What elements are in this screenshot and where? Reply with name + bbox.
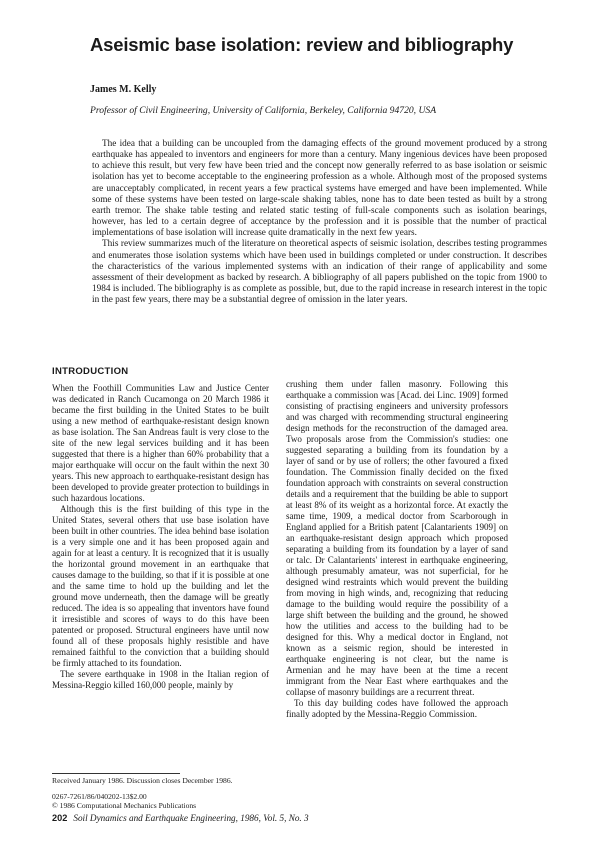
article-code: 0267-7261/86/040202-13$2.00	[52, 792, 147, 801]
abstract-paragraph: The idea that a building can be uncoupled from the damaging effects of the ground movement produced by a strong earthquake has appealed to inventors and engineers for more than a century. Many ingenious devices have been proposed to achieve this result, but very few have been tried and the concept now generally referred to as base isolation or seismic isolation has yet to become acceptable to the engineering profession as a whole. Although most of the proposed systems are unacceptably complicated, in recent years a few practical systems have emerged and have been implemented. While some of these systems have been tested on large-scale shaking tables, none has to date been tested as built by a strong earth tremor. The shake table testing and related static testing of full-scale components such as isolation bearings, however, has led to a certain degree of acceptance by the profession and it is possible that the number of practical implementations of base isolation will increase quite dramatically in the next few years.	[92, 139, 547, 239]
running-footer	[52, 813, 309, 823]
received-note: Received January 1986. Discussion closes December 1986.	[52, 776, 233, 785]
body-paragraph: Although this is the first building of this type in the United States, several others that use base isolation have been built in other countries. The idea behind base isolation is a very simple one and it has been proposed again and again for at least a century. It is recognized that it is usually the horizontal ground movement in an earthquake that causes damage to the building, so that if it is possible at one and the same time to hold up the building and let the ground move underneath, then the damage will be greatly reduced. The idea is so appealing that inventors have found it irresistible and scores of ways to do this have been patented or proposed. Structural engineers have until now found all of these proposals highly resistible and have remained faithful to the conviction that a building should be firmly attached to its foundation.	[52, 504, 269, 669]
page-number: 202	[52, 813, 68, 823]
abstract-paragraph: This review summarizes much of the literature on theoretical aspects of seismic isolation, describes testing programmes and enumerates those isolation systems which have been used in buildings completed or under construction. It describes the characteristics of the various implemented systems with an indication of their range of applicability and some assessment of their development as backed by research. A bibliography of all papers published on the topic from 1900 to 1984 is included. The bibliography is as complete as possible, but, due to the rapid increase in research interest in the topic in the past few years, there may be a substantial degree of omission in the later years.	[92, 239, 547, 306]
left-column	[52, 366, 269, 691]
footnote-divider	[52, 773, 180, 774]
body-paragraph: To this day building codes have followed the approach finally adopted by the Messina-Reggio Commission.	[286, 698, 508, 720]
copyright-note: © 1986 Computational Mechanics Publications	[52, 801, 197, 810]
right-column	[286, 379, 508, 720]
body-paragraph: crushing them under fallen masonry. Following this earthquake a commission was [Acad. dei Linc. 1909] formed consisting of practising engineers and university professors and was charged with recommending structural engineering design methods for the reconstruction of the damaged area. Two proposals arose from the Commission's studies: one suggested separating a building from its foundation by a layer of sand or by use of rollers; the other favoured a fixed foundation. The Commission finally decided on the fixed foundation approach with constraints on several construction details and a requirement that the building be able to support at least 8% of its weight as a horizontal force. At exactly the same time, 1909, a medical doctor from Scarborough in England applied for a British patent [Calantarients 1909] on an earthquake-resistant design approach which proposed separating a building from its foundation by a layer of sand or talc. Dr Calantarients' interest in earthquake engineering, although presumably amateur, was not superficial, for he designed wind restraints which would prevent the building from moving in high winds, and, recognizing that reducing damage to the building would require the possibility of a large shift between the building and the ground, he showed how the utilities and access to the building had to be designed for this. Why a medical doctor in England, not known as a seismic region, should be interested in earthquake engineering is not clear, but the name is Armenian and he may have been at the time a recent immigrant from the Near East where earthquakes and the collapse of masonry buildings are a recurrent threat.	[286, 379, 508, 698]
abstract	[92, 139, 547, 306]
journal-citation: Soil Dynamics and Earthquake Engineering, 1986, Vol. 5, No. 3	[73, 813, 309, 823]
author-affiliation: Professor of Civil Engineering, University of California, Berkeley, California 94720, USA	[90, 105, 437, 116]
body-paragraph: The severe earthquake in 1908 in the Italian region of Messina-Reggio killed 160,000 people, mainly by	[52, 669, 269, 691]
paper-title: Aseismic base isolation: review and bibliography	[90, 34, 514, 55]
section-heading: INTRODUCTION	[52, 366, 129, 377]
body-paragraph: When the Foothill Communities Law and Justice Center was dedicated in Ranch Cucamonga on 20 March 1986 it became the first building in the United States to be built using a new method of earthquake-resistant design known as base isolation. The San Andreas fault is very close to the site of the new legal services building and it has been suggested that there is a higher than 60% probability that a major earthquake will occur on the fault within the next 30 years. This new approach to earthquake-resistant design has been developed to provide greater protection to buildings in such hazardous locations.	[52, 383, 269, 504]
author-name: James M. Kelly	[90, 84, 157, 95]
